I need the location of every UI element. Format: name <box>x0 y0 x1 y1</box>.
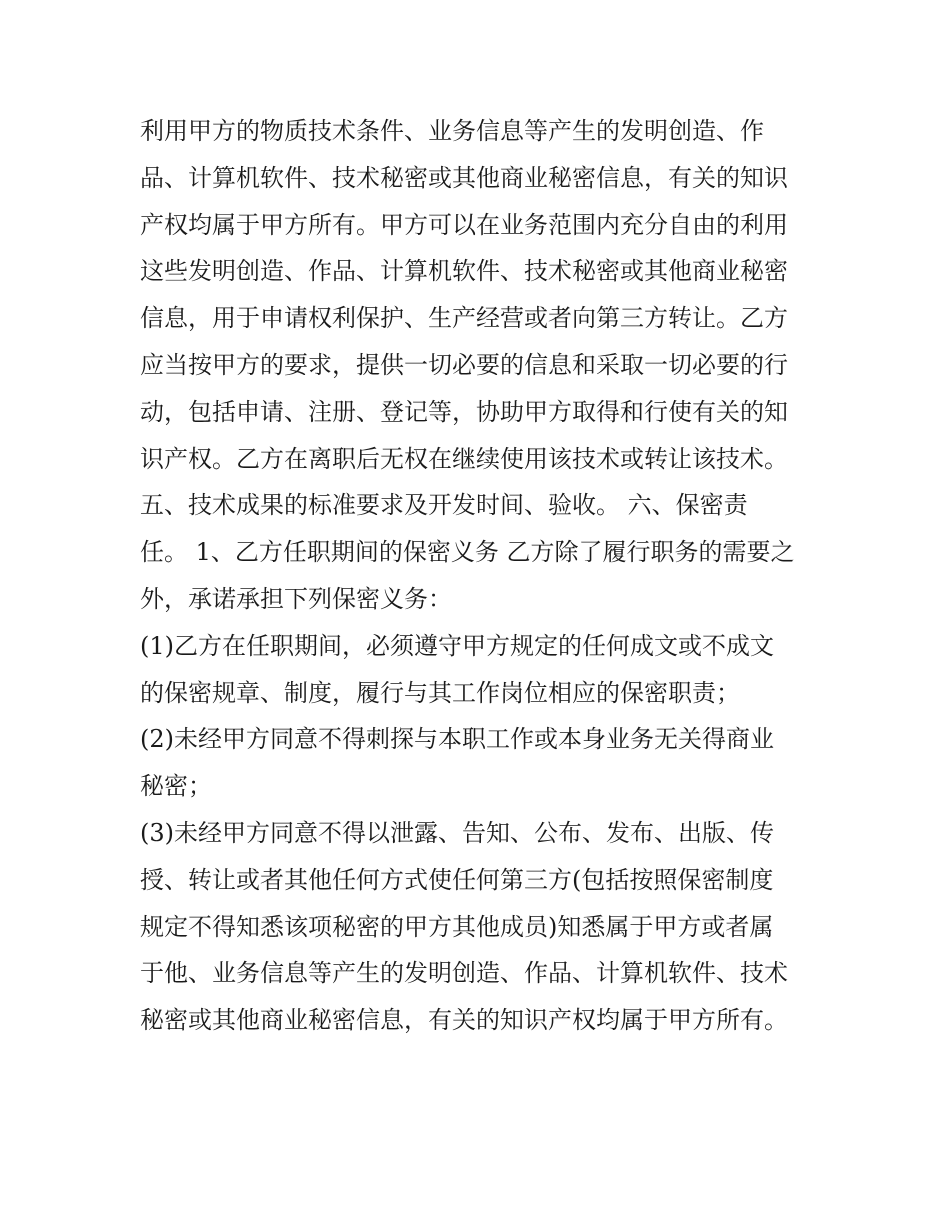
text-line-12: (1)乙方在任职期间，必须遵守甲方规定的任何成文或不成文 <box>140 631 774 660</box>
text-line-9: 五、技术成果的标准要求及开发时间、验收。 六、保密责 <box>140 491 748 520</box>
text-line-11: 外，承诺承担下列保密义务： <box>140 584 452 613</box>
text-line-4: 这些发明创造、作品、计算机软件、技术秘密或其他商业秘密 <box>140 257 788 286</box>
text-line-6: 应当按甲方的要求，提供一切必要的信息和采取一切必要的行 <box>140 350 788 379</box>
text-line-14: (2)未经甲方同意不得刺探与本职工作或本身业务无关得商业 <box>140 725 774 754</box>
text-line-5: 信息，用于申请权利保护、生产经营或者向第三方转让。乙方 <box>140 304 788 333</box>
text-line-19: 于他、业务信息等产生的发明创造、作品、计算机软件、技术 <box>140 959 788 988</box>
text-line-10: 任。 1、乙方任职期间的保密义务 乙方除了履行职务的需要之 <box>140 538 795 567</box>
text-line-18: 规定不得知悉该项秘密的甲方其他成员)知悉属于甲方或者属 <box>140 912 774 941</box>
body-text <box>140 108 820 1044</box>
text-line-20: 秘密或其他商业秘密信息，有关的知识产权均属于甲方所有。 <box>140 1006 788 1035</box>
text-line-17: 授、转让或者其他任何方式使任何第三方(包括按照保密制度 <box>140 865 774 894</box>
text-line-15: 秘密； <box>140 772 212 801</box>
text-line-2: 品、计算机软件、技术秘密或其他商业秘密信息，有关的知识 <box>140 163 788 192</box>
text-line-7: 动，包括申请、注册、登记等，协助甲方取得和行使有关的知 <box>140 397 788 426</box>
text-line-1: 利用甲方的物质技术条件、业务信息等产生的发明创造、作 <box>140 117 764 145</box>
text-line-13: 的保密规章、制度，履行与其工作岗位相应的保密职责； <box>140 678 740 707</box>
text-line-8: 识产权。乙方在离职后无权在继续使用该技术或转让该技术。 <box>140 444 788 473</box>
text-line-16: (3)未经甲方同意不得以泄露、告知、公布、发布、出版、传 <box>140 818 774 847</box>
text-line-3: 产权均属于甲方所有。甲方可以在业务范围内充分自由的利用 <box>140 210 788 239</box>
